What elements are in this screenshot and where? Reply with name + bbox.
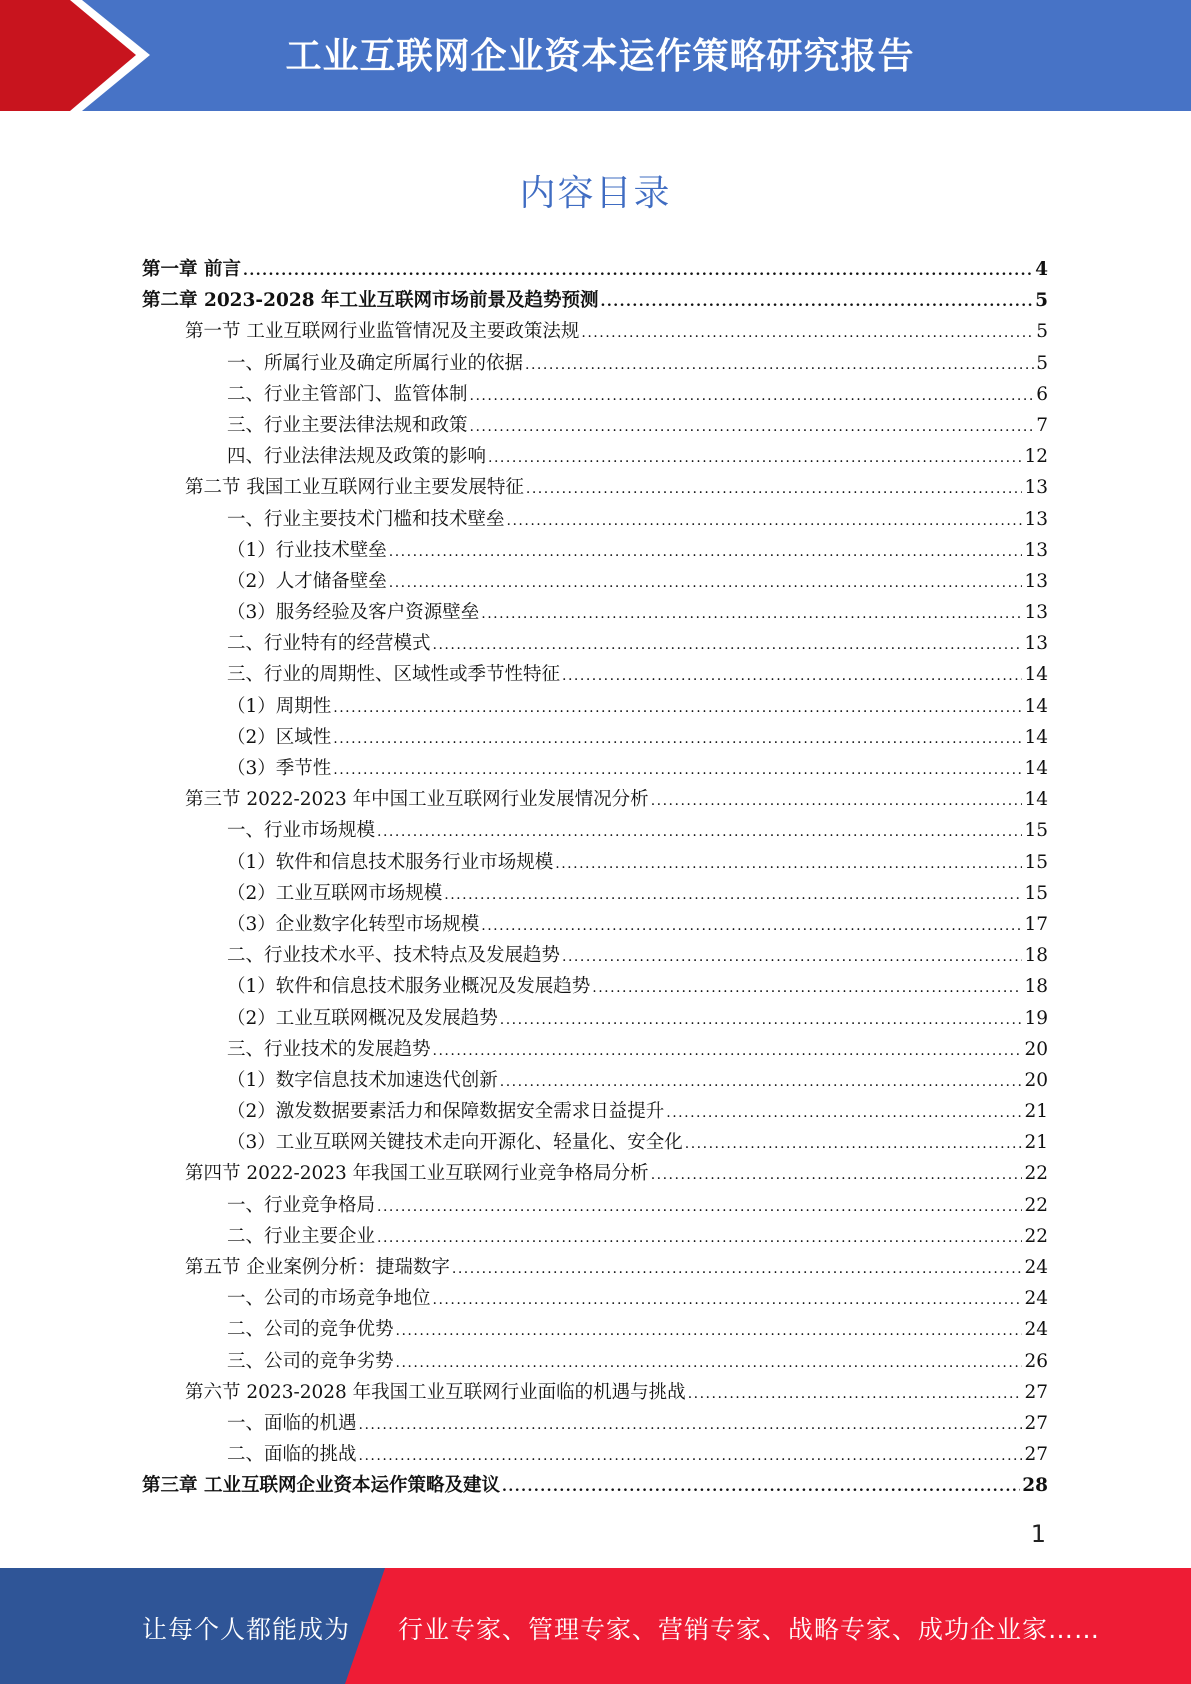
toc-leader-dots [359, 1410, 1023, 1441]
toc-leader-dots [389, 568, 1023, 599]
toc-leader-dots [666, 1098, 1022, 1129]
page-number: 1 [1030, 1520, 1046, 1548]
toc-entry-label: 第二章 2023-2028 年工业互联网市场前景及趋势预测 [142, 290, 599, 312]
toc-leader-dots [581, 318, 1034, 349]
toc-leader-dots [243, 256, 1033, 287]
toc-entry[interactable] [142, 815, 1048, 846]
toc-entry-label: 第一章 前言 [142, 259, 241, 280]
toc-entry-page: 21 [1024, 1132, 1048, 1154]
toc-entry-page: 24 [1024, 1288, 1048, 1310]
toc-leader-dots [377, 1223, 1022, 1254]
toc-leader-dots [562, 661, 1022, 692]
toc-leader-dots [444, 880, 1022, 911]
toc-leader-dots [481, 599, 1022, 630]
toc-entry-label: 一、行业竞争格局 [227, 1194, 376, 1216]
toc-entry-page: 13 [1024, 477, 1048, 499]
toc-entry-label: （2）人才储备壁垒 [227, 570, 387, 592]
toc-entry-page: 15 [1024, 882, 1048, 904]
toc-leader-dots [502, 1472, 1020, 1503]
toc-entry-page: 28 [1022, 1475, 1048, 1497]
toc-entry-page: 20 [1024, 1069, 1048, 1091]
toc-entry-page: 14 [1024, 789, 1048, 811]
toc-entry-label: 第六节 2023-2028 年我国工业互联网行业面临的机遇与挑战 [185, 1381, 686, 1403]
toc-entry-label: 三、行业的周期性、区域性或季节性特征 [227, 664, 561, 686]
toc-leader-dots [396, 1348, 1023, 1379]
toc-entry-page: 22 [1024, 1225, 1048, 1247]
toc-entry[interactable] [142, 597, 1048, 628]
toc-entry[interactable] [142, 316, 1048, 347]
toc-entry[interactable] [142, 472, 1048, 503]
toc-entry[interactable] [142, 940, 1048, 971]
toc-entry[interactable] [142, 535, 1048, 566]
toc-entry-label: 二、行业主要企业 [227, 1225, 376, 1247]
toc-entry-page: 27 [1024, 1381, 1048, 1403]
toc-entry-page: 6 [1036, 383, 1048, 405]
toc-entry[interactable] [142, 1096, 1048, 1127]
toc-leader-dots [481, 911, 1022, 942]
header-title: 工业互联网企业资本运作策略研究报告 [285, 36, 915, 77]
toc-entry-page: 22 [1024, 1163, 1048, 1185]
toc-entry-page: 18 [1024, 976, 1048, 998]
toc-leader-dots [651, 1160, 1023, 1191]
page-header [0, 0, 1191, 111]
toc-entry-label: （3）企业数字化转型市场规模 [227, 913, 480, 935]
toc-entry-page: 17 [1024, 913, 1048, 935]
toc-entry-label: 二、公司的竞争优势 [227, 1319, 394, 1341]
toc-entry-page: 19 [1024, 1007, 1048, 1029]
toc-entry[interactable] [142, 1283, 1048, 1314]
toc-entry-label: 三、行业技术的发展趋势 [227, 1038, 431, 1060]
toc-entry-page: 5 [1036, 321, 1048, 343]
toc-entry-page: 21 [1024, 1101, 1048, 1123]
header-arrow-icon [0, 0, 160, 111]
toc-entry-label: 四、行业法律法规及政策的影响 [227, 446, 487, 468]
toc-leader-dots [433, 1285, 1023, 1316]
toc-leader-dots [377, 817, 1022, 848]
toc-entry[interactable] [142, 566, 1048, 597]
toc-entry-page: 27 [1024, 1444, 1048, 1466]
toc-entry-page: 13 [1024, 570, 1048, 592]
toc-entry[interactable] [142, 1190, 1048, 1221]
toc-leader-dots [685, 1129, 1023, 1160]
toc-leader-dots [592, 973, 1022, 1004]
toc-entry-page: 22 [1024, 1194, 1048, 1216]
toc-entry-page: 18 [1024, 945, 1048, 967]
toc-entry-label: （3）服务经验及客户资源壁垒 [227, 602, 480, 624]
toc-entry-page: 13 [1024, 539, 1048, 561]
toc-entry-page: 4 [1035, 259, 1048, 280]
toc-leader-dots [562, 942, 1022, 973]
toc-entry-label: 一、行业市场规模 [227, 820, 376, 842]
toc-entry[interactable] [142, 784, 1048, 815]
toc-entry-label: 第四节 2022-2023 年我国工业互联网行业竞争格局分析 [185, 1163, 649, 1185]
toc-entry-label: 二、面临的挑战 [227, 1444, 357, 1466]
toc-entry-label: 一、所属行业及确定所属行业的依据 [227, 352, 524, 374]
toc-entry[interactable] [142, 1158, 1048, 1189]
toc-leader-dots [452, 1254, 1023, 1285]
toc-entry-label: （1）周期性 [227, 695, 332, 717]
toc-leader-dots [555, 849, 1022, 880]
toc-entry-label: （2）工业互联网概况及发展趋势 [227, 1007, 498, 1029]
toc-leader-dots [333, 755, 1022, 786]
toc-entry-page: 13 [1024, 633, 1048, 655]
toc-entry-page: 7 [1036, 414, 1048, 436]
toc-entry-label: 第三章 工业互联网企业资本运作策略及建议 [142, 1475, 500, 1497]
toc-entry[interactable] [142, 441, 1048, 472]
toc-entry[interactable] [142, 410, 1048, 441]
toc-entry[interactable] [142, 753, 1048, 784]
toc-entry-page: 14 [1024, 695, 1048, 717]
toc-entry[interactable] [142, 1127, 1048, 1158]
toc-entry[interactable] [142, 691, 1048, 722]
toc-entry-label: 一、行业主要技术门槛和技术壁垒 [227, 508, 505, 530]
toc-entry-label: 第三节 2022-2023 年中国工业互联网行业发展情况分析 [185, 789, 649, 811]
page-footer [0, 1568, 1191, 1684]
toc-entry-label: 一、面临的机遇 [227, 1412, 357, 1434]
toc-entry[interactable] [142, 1314, 1048, 1345]
toc-leader-dots [651, 786, 1023, 817]
toc-leader-dots [433, 630, 1023, 661]
toc-entry-page: 24 [1024, 1319, 1048, 1341]
toc-entry[interactable] [142, 1252, 1048, 1283]
toc-entry-label: 第五节 企业案例分析：捷瑞数字 [185, 1257, 450, 1278]
toc-leader-dots [688, 1379, 1023, 1410]
toc-entry-label: 二、行业主管部门、监管体制 [227, 383, 468, 405]
toc-leader-dots [333, 693, 1022, 724]
toc-entry[interactable] [142, 1439, 1048, 1470]
table-of-contents [142, 254, 1048, 1502]
toc-entry-page: 5 [1035, 290, 1048, 312]
toc-entry-label: 第二节 我国工业互联网行业主要发展特征 [185, 477, 524, 499]
toc-entry[interactable] [142, 379, 1048, 410]
toc-entry[interactable] [142, 909, 1048, 940]
toc-entry-label: （1）软件和信息技术服务行业市场规模 [227, 851, 554, 873]
toc-leader-dots [525, 350, 1034, 381]
toc-entry[interactable] [142, 1408, 1048, 1439]
toc-entry-label: （2）激发数据要素活力和保障数据安全需求日益提升 [227, 1101, 665, 1123]
toc-entry-page: 15 [1024, 851, 1048, 873]
toc-entry-label: 二、行业特有的经营模式 [227, 633, 431, 655]
toc-leader-dots [500, 1005, 1023, 1036]
toc-entry-page: 5 [1036, 352, 1048, 374]
toc-entry-label: 三、行业主要法律法规和政策 [227, 414, 468, 436]
toc-entry[interactable] [142, 1221, 1048, 1252]
toc-leader-dots [601, 287, 1034, 318]
toc-entry-label: （2）工业互联网市场规模 [227, 882, 443, 904]
toc-entry[interactable] [142, 254, 1048, 285]
toc-entry[interactable] [142, 1003, 1048, 1034]
toc-entry-label: （1）数字信息技术加速迭代创新 [227, 1069, 498, 1091]
footer-slogan-left: 让每个人都能成为 [142, 1615, 351, 1644]
toc-leader-dots [396, 1316, 1023, 1347]
toc-entry-label: （1）行业技术壁垒 [227, 539, 387, 561]
toc-entry-label: 一、公司的市场竞争地位 [227, 1288, 431, 1310]
toc-entry-page: 12 [1024, 446, 1048, 468]
toc-leader-dots [470, 412, 1035, 443]
toc-entry[interactable] [142, 722, 1048, 753]
toc-entry[interactable] [142, 971, 1048, 1002]
toc-entry-label: 第一节 工业互联网行业监管情况及主要政策法规 [185, 321, 580, 343]
toc-entry-page: 14 [1024, 664, 1048, 686]
toc-entry-page: 15 [1024, 820, 1048, 842]
toc-entry[interactable] [142, 285, 1048, 316]
toc-leader-dots [377, 1192, 1022, 1223]
toc-leader-dots [359, 1441, 1023, 1472]
toc-leader-dots [507, 506, 1023, 537]
toc-entry-label: （2）区域性 [227, 726, 332, 748]
toc-entry[interactable] [142, 847, 1048, 878]
toc-leader-dots [526, 474, 1023, 505]
toc-entry-label: （3）工业互联网关键技术走向开源化、轻量化、安全化 [227, 1132, 683, 1154]
toc-entry[interactable] [142, 1034, 1048, 1065]
toc-entry[interactable] [142, 1470, 1048, 1501]
toc-entry[interactable] [142, 504, 1048, 535]
toc-entry-label: （1）软件和信息技术服务业概况及发展趋势 [227, 976, 591, 998]
toc-entry[interactable] [142, 659, 1048, 690]
toc-entry[interactable] [142, 1065, 1048, 1096]
toc-entry[interactable] [142, 1377, 1048, 1408]
toc-entry-page: 20 [1024, 1038, 1048, 1060]
toc-entry-page: 14 [1024, 758, 1048, 779]
toc-entry-label: 二、行业技术水平、技术特点及发展趋势 [227, 945, 561, 967]
toc-entry[interactable] [142, 348, 1048, 379]
toc-leader-dots [470, 381, 1035, 412]
toc-entry-page: 13 [1024, 602, 1048, 624]
toc-entry-page: 14 [1024, 726, 1048, 748]
toc-leader-dots [389, 537, 1023, 568]
toc-leader-dots [488, 443, 1022, 474]
toc-leader-dots [433, 1036, 1023, 1067]
toc-entry-label: （3）季节性 [227, 758, 332, 779]
toc-leader-dots [500, 1067, 1023, 1098]
toc-entry-page: 27 [1024, 1412, 1048, 1434]
toc-title: 内容目录 [519, 173, 672, 214]
toc-entry[interactable] [142, 1346, 1048, 1377]
toc-entry-label: 三、公司的竞争劣势 [227, 1350, 394, 1372]
toc-entry-page: 13 [1024, 508, 1048, 530]
toc-entry-page: 26 [1024, 1350, 1048, 1372]
toc-entry[interactable] [142, 628, 1048, 659]
toc-entry-page: 24 [1024, 1257, 1048, 1278]
toc-leader-dots [333, 724, 1022, 755]
footer-slogan-right: 行业专家、管理专家、营销专家、战略专家、成功企业家…… [398, 1615, 1101, 1644]
toc-entry[interactable] [142, 878, 1048, 909]
